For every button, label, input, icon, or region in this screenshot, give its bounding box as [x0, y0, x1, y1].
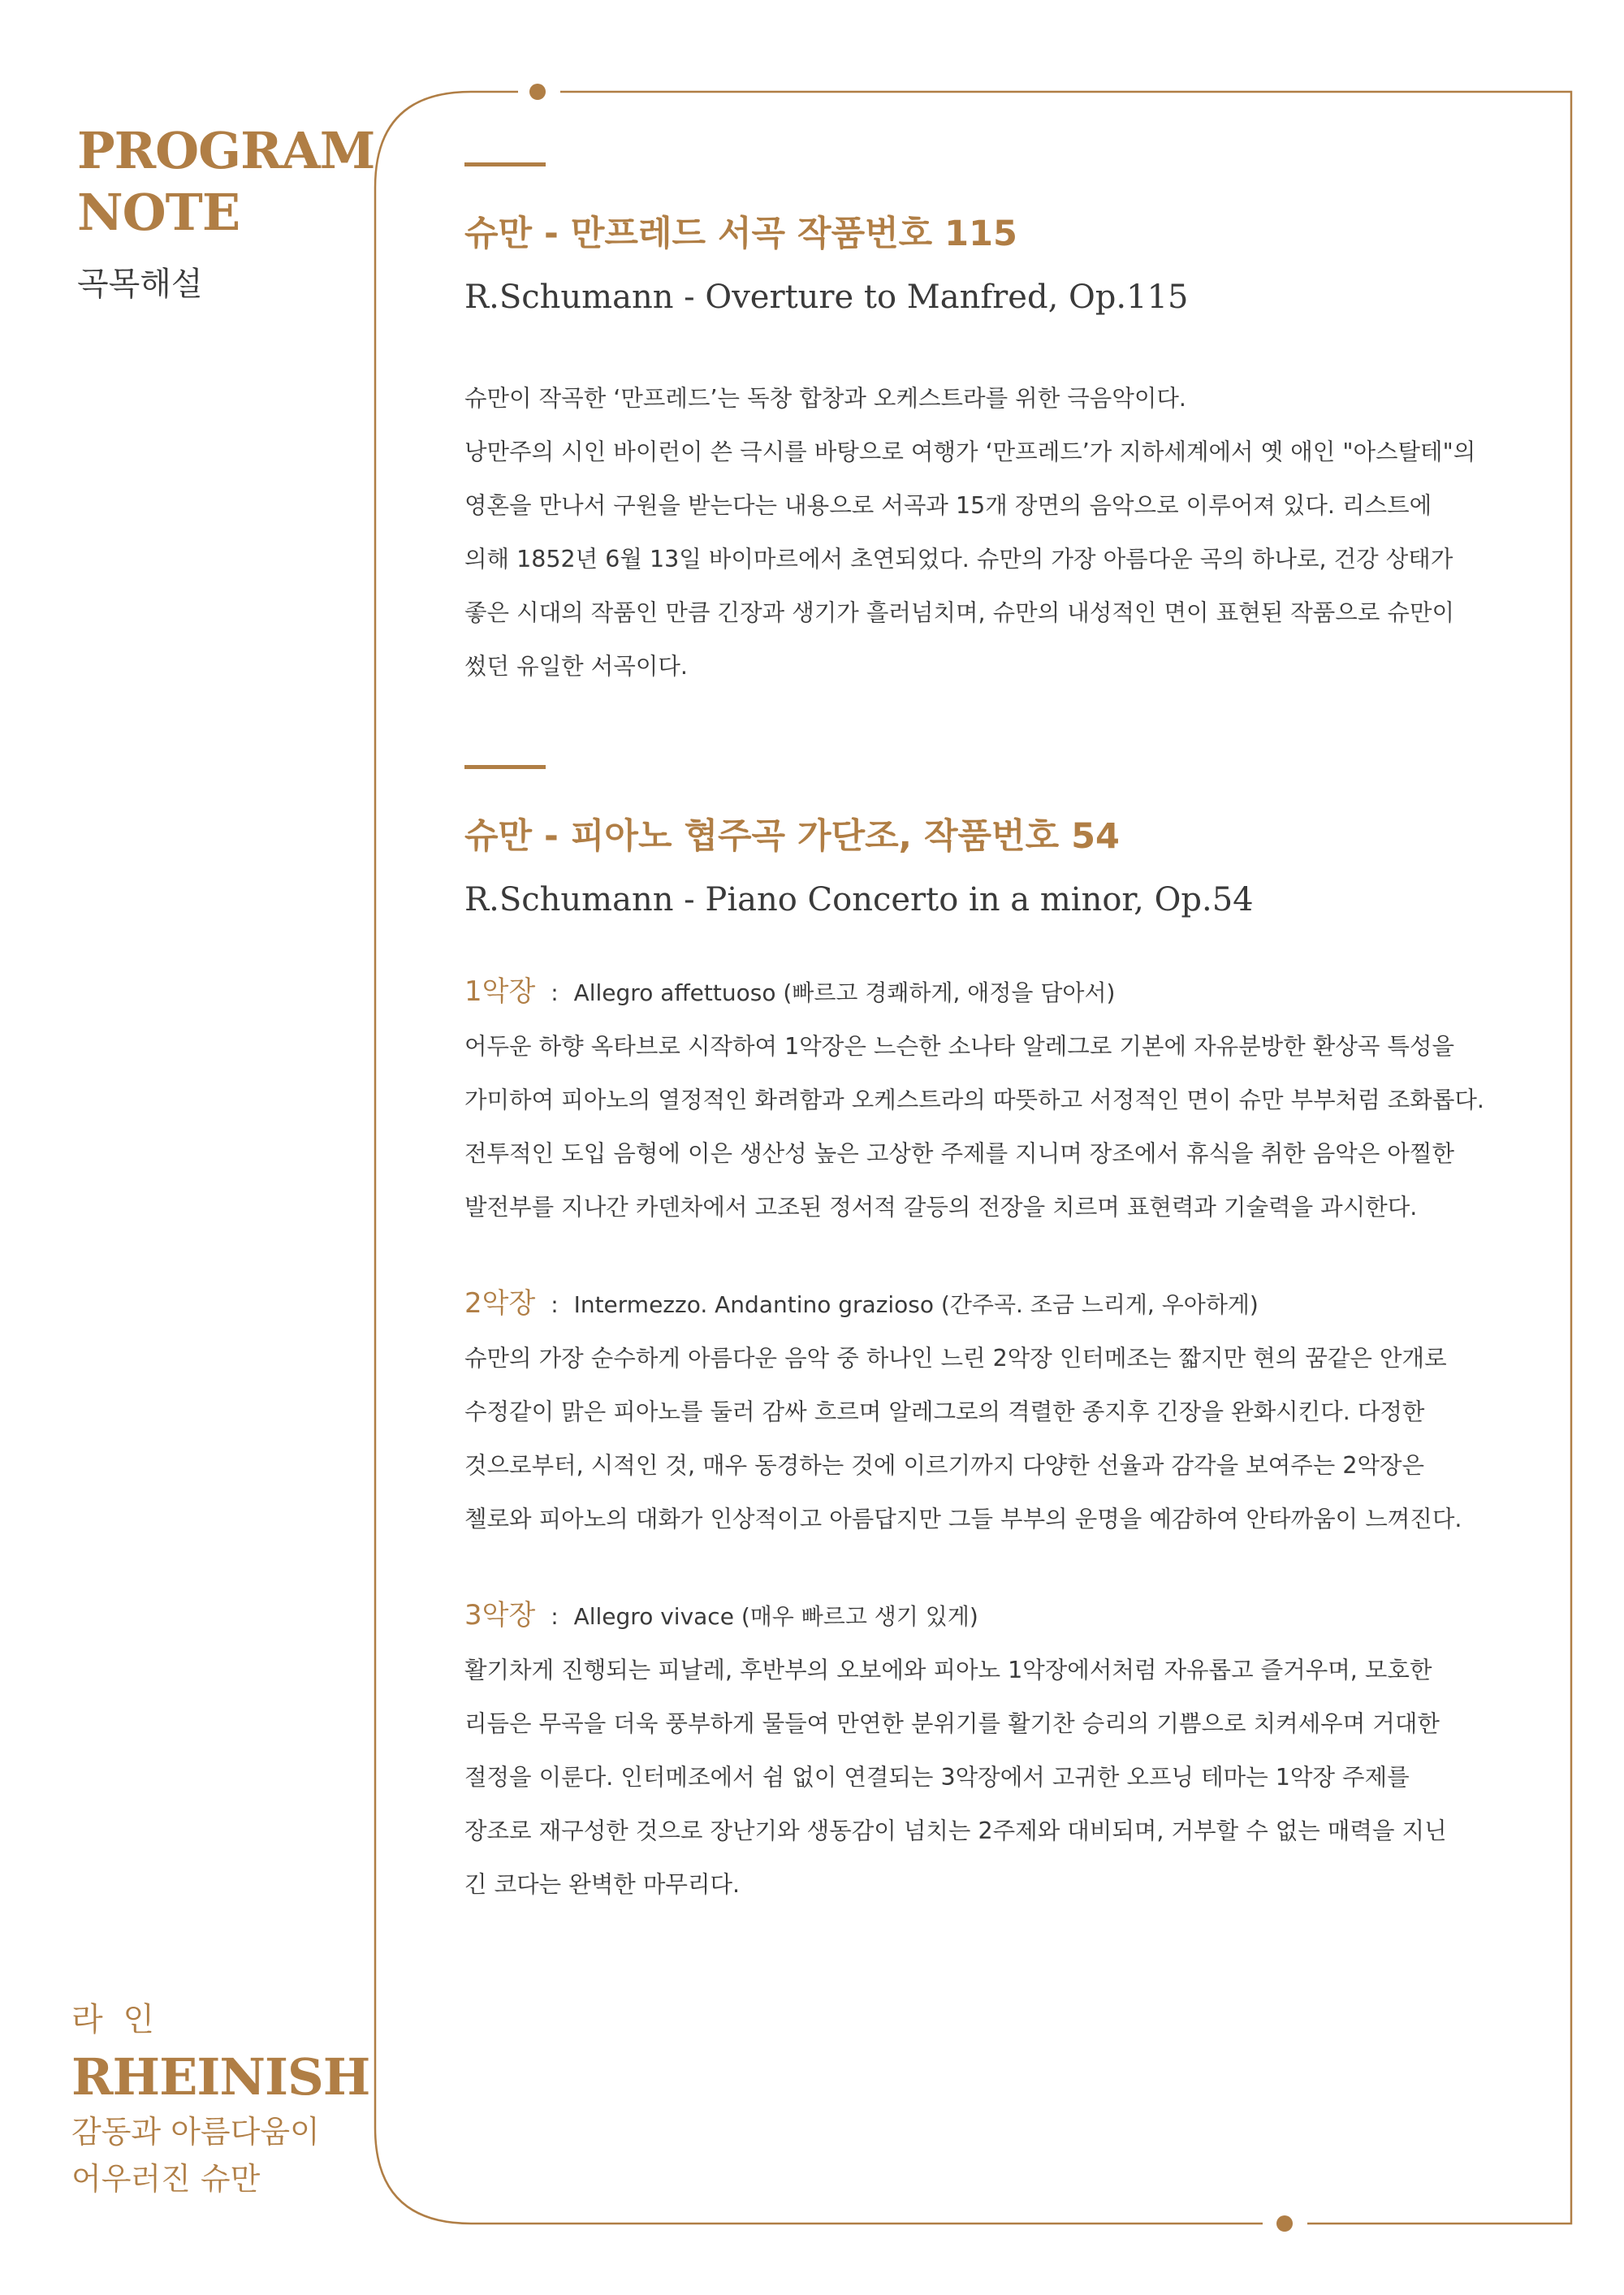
movement-description — [464, 1020, 1496, 1234]
movement-tempo: Allegro vivace (매우 빠르고 생기 있게) — [573, 1603, 978, 1630]
section-title-korean: 슈만 - 피아노 협주곡 가단조, 작품번호 54 — [464, 816, 1120, 857]
description-line: 장조로 재구성한 것으로 장난기와 생동감이 넘치는 2주제와 대비되며, 거부할 수 없는 매력을 지닌 — [464, 1817, 1447, 1844]
description-line: 것으로부터, 시적인 것, 매우 동경하는 것에 이르기까지 다양한 선율과 감각을 보여주는 2악장은 — [464, 1452, 1425, 1479]
description-line: 첼로와 피아노의 대화가 인상적이고 아름답지만 그들 부부의 운명을 예감하여 안타까움이 느껴진다. — [464, 1506, 1462, 1532]
description-line: 리듬은 무곡을 더욱 풍부하게 물들여 만연한 분위기를 활기찬 승리의 기쁨으로 치켜세우며 거대한 — [464, 1710, 1440, 1737]
description-line: 전투적인 도입 음형에 이은 생산성 높은 고상한 주제를 지니며 장조에서 휴식을 취한 음악은 아찔한 — [464, 1140, 1455, 1167]
program-note-subtitle: 곡목해설 — [77, 266, 203, 303]
movement-label: 2악장 — [464, 1287, 536, 1320]
series-tagline-line2: 어우러진 슈만 — [71, 2161, 261, 2197]
series-tagline-line1: 감동과 아름다움이 — [71, 2114, 320, 2150]
section-piano-concerto — [464, 765, 1496, 1912]
movement-tempo: Intermezzo. Andantino grazioso (간주곡. 조금 느리게, 우아하게) — [573, 1291, 1259, 1318]
description-line: 어두운 하향 옥타브로 시작하여 1악장은 느슨한 소나타 알레그로 기본에 자유분방한 환상곡 특성을 — [464, 1033, 1455, 1060]
description-line: 슈만이 작곡한 ‘만프레드’는 독창 합창과 오케스트라를 위한 극음악이다. — [464, 385, 1186, 412]
description-line: 가미하여 피아노의 열정적인 화려함과 오케스트라의 따뜻하고 서정적인 면이 슈만 부부처럼 조화롭다. — [464, 1087, 1484, 1113]
movement-header — [464, 1588, 1496, 1644]
movement-description — [464, 1644, 1496, 1912]
movement-1 — [464, 965, 1496, 1234]
section-rule — [464, 765, 546, 769]
description-line: 긴 코다는 완벽한 마무리다. — [464, 1871, 741, 1898]
program-note-title-line2: NOTE — [77, 183, 240, 242]
section-rule — [464, 162, 546, 166]
series-korean: 라 인 — [71, 2001, 159, 2038]
movement-separator: : — [551, 1291, 559, 1318]
movement-separator: : — [551, 979, 559, 1006]
description-line: 낭만주의 시인 바이런이 쓴 극시를 바탕으로 여행가 ‘만프레드’가 지하세계에서 옛 애인 "아스탈테"의 — [464, 439, 1476, 465]
movement-header — [464, 1277, 1496, 1332]
movement-label: 3악장 — [464, 1599, 536, 1632]
description-line: 발전부를 지나간 카덴차에서 고조된 정서적 갈등의 전장을 치르며 표현력과 기술력을 과시한다. — [464, 1194, 1418, 1221]
section-title-korean: 슈만 - 만프레드 서곡 작품번호 115 — [464, 214, 1017, 254]
description-line: 좋은 시대의 작품인 만큼 긴장과 생기가 흘러넘치며, 슈만의 내성적인 면이 표현된 작품으로 슈만이 — [464, 599, 1455, 626]
description-line: 의해 1852년 6월 13일 바이마르에서 초연되었다. 슈만의 가장 아름다운 곡의 하나로, 건강 상태가 — [464, 546, 1453, 573]
section-manfred — [464, 162, 1496, 694]
movement-tempo: Allegro affettuoso (빠르고 경쾌하게, 애정을 담아서) — [573, 979, 1116, 1006]
movement-2 — [464, 1277, 1496, 1546]
movement-header — [464, 965, 1496, 1020]
section-title-english: R.Schumann - Piano Concerto in a minor, Op.54 — [464, 881, 1254, 918]
section-description — [464, 372, 1496, 694]
frame-dot-top — [529, 84, 546, 100]
series-title: RHEINISH — [71, 2047, 370, 2107]
description-line: 썼던 유일한 서곡이다. — [464, 653, 688, 680]
sidebar-footer — [71, 1994, 369, 2202]
frame-dot-bottom — [1276, 2215, 1293, 2232]
description-line: 영혼을 만나서 구원을 받는다는 내용으로 서곡과 15개 장면의 음악으로 이루어져 있다. 리스트에 — [464, 492, 1432, 519]
description-line: 수정같이 맑은 피아노를 둘러 감싸 흐르며 알레그로의 격렬한 종지후 긴장을 완화시킨다. 다정한 — [464, 1398, 1425, 1425]
section-title-english: R.Schumann - Overture to Manfred, Op.115 — [464, 279, 1189, 316]
program-content — [464, 162, 1496, 1912]
movement-label: 1악장 — [464, 975, 536, 1008]
movement-3 — [464, 1588, 1496, 1912]
description-line: 절정을 이룬다. 인터메조에서 쉼 없이 연결되는 3악장에서 고귀한 오프닝 테마는 1악장 주제를 — [464, 1764, 1410, 1791]
sidebar-header — [77, 120, 374, 305]
description-line: 슈만의 가장 순수하게 아름다운 음악 중 하나인 느린 2악장 인터메조는 짧지만 현의 꿈같은 안개로 — [464, 1345, 1447, 1372]
movement-separator: : — [551, 1603, 559, 1630]
description-line: 활기차게 진행되는 피날레, 후반부의 오보에와 피아노 1악장에서처럼 자유롭고 즐거우며, 모호한 — [464, 1657, 1432, 1683]
movement-description — [464, 1332, 1496, 1546]
program-note-title-line1: PROGRAM — [77, 121, 375, 180]
